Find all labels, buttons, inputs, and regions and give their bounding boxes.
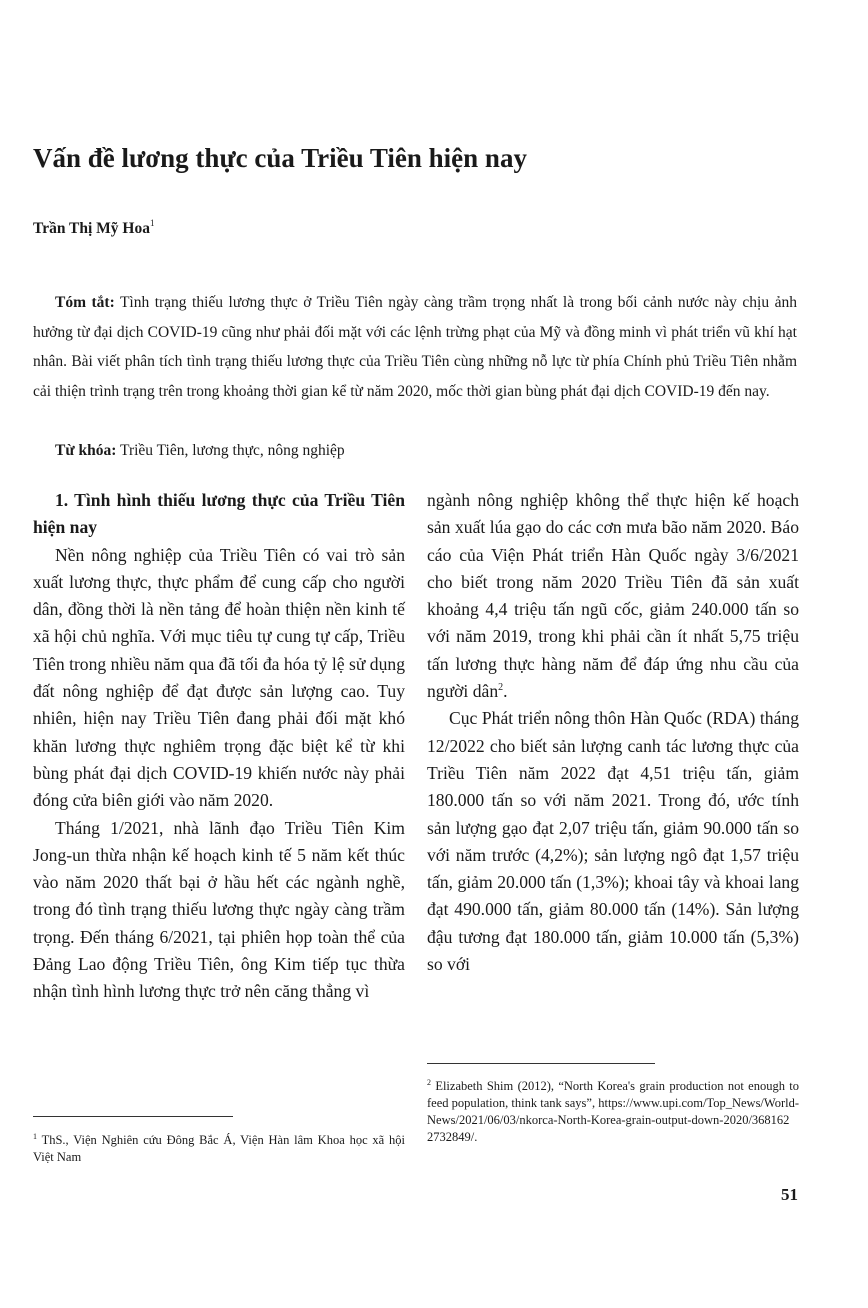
keywords-label: Từ khóa:	[55, 442, 117, 459]
body-paragraph	[427, 487, 799, 705]
author-footnote-marker: 1	[149, 218, 155, 228]
abstract-text: Tình trạng thiếu lương thực ở Triều Tiên ngày càng trầm trọng nhất là trong bối cảnh nước này chịu ảnh hưởng từ đại dịch COVID-19 cũng như phải đối mặt với các lệnh trừng phạt của Mỹ và đồng minh vì phát triển vũ khí hạt nhân. Bài viết phân tích tình trạng thiếu lương thực của Triều Tiên cùng những nỗ lực từ phía Chính phủ Triều Tiên nhằm cải thiện trình trạng trên trong khoảng thời gian kể từ năm 2020, mốc thời gian bùng phát đại dịch COVID-19 đến nay.	[33, 294, 797, 400]
author-name-text: Trần Thị Mỹ Hoa	[33, 220, 150, 237]
continued-text: ngành nông nghiệp không thể thực hiện kế hoạch sản xuất lúa gạo do các cơn mưa bão năm 2020. Báo cáo của Viện Phát triển Hàn Quốc ngày 3/6/2021 cho biết trong năm 2020 Triều Tiên đã sản xuất khoảng 4,4 triệu tấn ngũ cốc, giảm 240.000 tấn so với năm 2019, trong khi phải cần ít nhất 5,75 triệu tấn lương thực hàng năm để đáp ứng nhu cầu của người dân	[427, 490, 799, 702]
abstract	[33, 288, 797, 406]
left-column	[33, 487, 405, 1006]
section-heading: 1. Tình hình thiếu lương thực của Triều Tiên hiện nay	[33, 490, 405, 538]
article-title: Vấn đề lương thực của Triều Tiên hiện nay	[33, 143, 527, 173]
page-number: 51	[781, 1185, 798, 1204]
footnote-divider	[427, 1063, 655, 1064]
author-name	[33, 218, 154, 238]
footnote-1	[33, 1128, 405, 1166]
footnote-ref: 2	[498, 682, 504, 694]
footnote-divider	[33, 1116, 233, 1117]
continued-text-end: .	[503, 681, 508, 702]
footnote-2-text: Elizabeth Shim (2012), “North Korea's grain production not enough to feed population, think tank says”, https://www.upi.com/Top_News/World-News/2021/06/03/nkorca-North-Korea-grain-output-down-2020/368162 2732849/.	[427, 1079, 799, 1144]
keywords-text: Triều Tiên, lương thực, nông nghiệp	[116, 442, 345, 459]
body-paragraph: Nền nông nghiệp của Triều Tiên có vai trò sản xuất lương thực, thực phẩm để cung cấp cho người dân, đồng thời là nền tảng để hoàn thiện nền kinh tế xã hội chủ nghĩa. Với mục tiêu tự cung tự cấp, Triều Tiên trong nhiều năm qua đã tối đa hóa tỷ lệ sử dụng đất nông nghiệp để đạt được sản lượng cao. Tuy nhiên, hiện nay Triều Tiên đang phải đối mặt khó khăn lương thực nghiêm trọng đặc biệt kể từ khi bùng phát đại dịch COVID-19 khiến nước này phải đóng cửa biên giới vào năm 2020.	[33, 544, 405, 811]
right-column	[427, 487, 799, 978]
body-paragraph: Cục Phát triển nông thôn Hàn Quốc (RDA) tháng 12/2022 cho biết sản lượng canh tác lương thực của Triều Tiên năm 2022 đạt 4,51 triệu tấn, giảm 180.000 tấn so với năm 2021. Trong đó, ước tính sản lượng gạo đạt 2,07 triệu tấn, giảm 90.000 tấn so với năm trước (4,2%); sản lượng ngô đạt 1,57 triệu tấn, giảm 20.000 tấn (1,3%); khoai tây và khoai lang đạt 490.000 tấn, giảm 80.000 tấn (14%). Sản lượng đậu tương đạt 180.000 tấn, giảm 10.000 tấn (5,3%) so với	[427, 708, 799, 975]
keywords	[55, 438, 797, 464]
footnote-2	[427, 1074, 799, 1146]
footnote-1-number: 1	[33, 1132, 37, 1141]
body-paragraph: Tháng 1/2021, nhà lãnh đạo Triều Tiên Kim Jong-un thừa nhận kế hoạch kinh tế 5 năm kết thúc vào năm 2020 thất bại ở hầu hết các ngành nghề, trong đó tình trạng thiếu lương thực ngày càng trầm trọng. Đến tháng 6/2021, tại phiên họp toàn thể của Đảng Lao động Triều Tiên, ông Kim tiếp tục thừa nhận tình hình lương thực trở nên căng thẳng vì	[33, 817, 405, 1002]
footnote-1-text: ThS., Viện Nghiên cứu Đông Bắc Á, Viện Hàn lâm Khoa học xã hội Việt Nam	[33, 1133, 405, 1164]
footnote-2-number: 2	[427, 1078, 431, 1087]
abstract-label: Tóm tắt:	[55, 294, 115, 311]
